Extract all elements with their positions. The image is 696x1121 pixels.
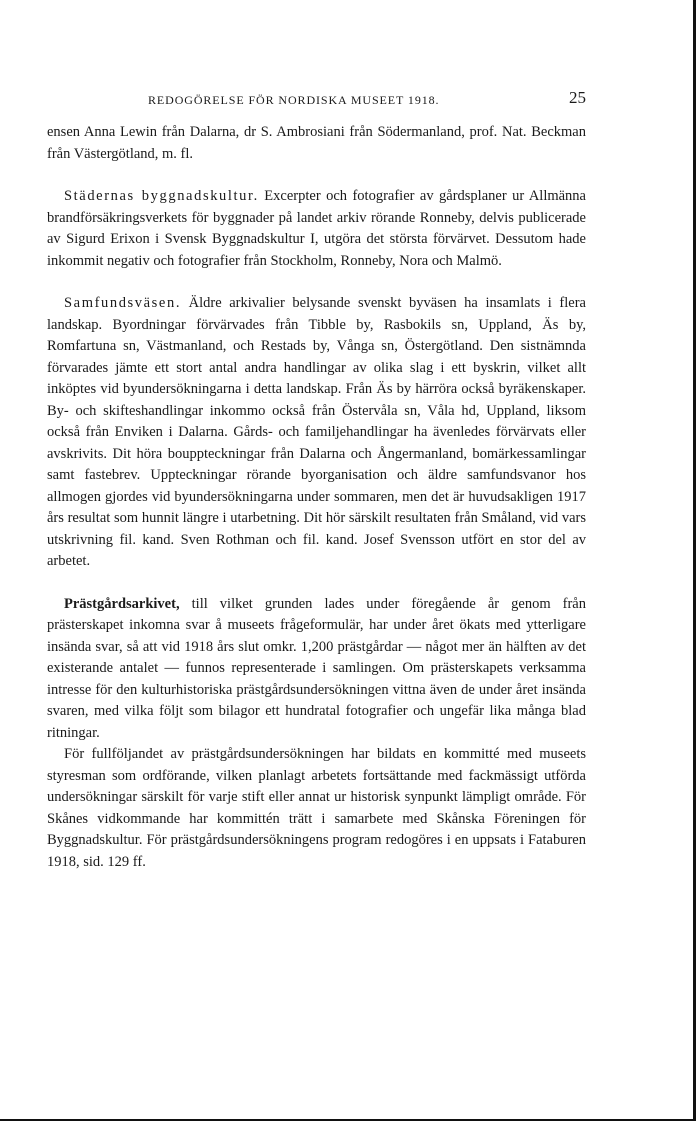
paragraph-stadernas-byggnadskultur (47, 186, 586, 272)
paragraph-fullfoljandet (47, 744, 586, 873)
paragraph-text: Äldre arkivalier belysande svenskt byväsen ha insamlats i flera landskap. Byordningar förvärvades från Tibble by, Rasbokils sn, Uppland, Äs by, Romfartuna sn, Västmanland, och Restads by, Vånga sn, Östergötland. Den sistnämnda förvarades jämte ett stort antal andra handlingar av olika slag i ett byskrin, vilket allt inköptes vid byundersökningarna i detta landskap. Från Äs by härröra också byräkenskaper. By- och skifteshandlingar inkommo också från Östervåla sn, Våla hd, Uppland, liksom också från Enviken i Dalarna. Gårds- och familjehandlingar ha ävenledes förvärvats eller avskrivits. Dit höra bouppteckningar från Dalarna och Ångermanland, bomärkessamlingar samt fastebrev. Uppteckningar rörande byorganisation och äldre samfundsvanor hos allmogen gjordes vid byundersökningarna under sommaren, men det är huvudsakligen 1917 års resultat som hunnit längre i utarbetning. Dit hör särskilt resultaten från Småland, vid vars utskrivning fil. kand. Sven Rothman och fil. kand. Josef Svensson utfört en stor del av arbetet. (47, 295, 586, 569)
paragraph-text: Excerpter och fotografier av gårdsplaner ur Allmänna brandförsäkringsverkets för byggnader på landet arkiv rörande Ronneby, delvis publicerade av Sigurd Erixon i Svensk Byggnadskultur I, utgöra det största förvärvet. Dessutom hade inkommit negativ och fotografier från Stockholm, Ronneby, Nora och Malmö. (47, 188, 586, 269)
paragraph-text: till vilket grunden lades under föregående år genom från prästerskapet inkomna svar å museets frågeformulär, har under året ökats med ytterligare insända svar, så att vid 1918 års slut omkr. 1,200 prästgårdar — något mer än hälften av det existerande antalet — funnos representerade i samlingen. Om prästerskapets verksamma intresse för den kulturhistoriska prästgårdsundersökningen vittna även de under året insända svaren, med vilka följt som bilagor ett hundratal fotografier och ungefär lika många blad ritningar. (47, 595, 586, 741)
page-number: 25 (569, 88, 586, 107)
paragraph-prastgardsarkivet (47, 594, 586, 745)
page-body (47, 122, 586, 873)
paragraph-continuation (47, 122, 586, 165)
paragraph-text: ensen Anna Lewin från Dalarna, dr S. Ambrosiani från Södermanland, prof. Nat. Beckman från Västergötland, m. fl. (47, 124, 586, 162)
running-head: REDOGÖRELSE FÖR NORDISKA MUSEET 1918. (148, 93, 440, 107)
section-lead-stadernas-byggnadskultur: Städernas byggnadskultur. (64, 188, 259, 204)
page-header (148, 88, 586, 111)
section-lead-prastgardsarkivet: Prästgårdsarkivet, (64, 595, 180, 612)
section-lead-samfundsvasen: Samfundsväsen. (64, 295, 182, 311)
paragraph-samfundsvasen (47, 293, 586, 573)
paragraph-text: För fullföljandet av prästgårdsundersökningen har bildats en kommitté med museets styresman som ordförande, vilken planlagt arbetets fortsättande med fackmässigt utförda undersökningar särskilt för varje stift eller annat ur historisk synpunkt lämpligt område. För Skånes vidkommande har kommittén trätt i samarbete med Skånska Föreningen för Byggnadskultur. För prästgårdsundersökningens program redogöres i en uppsats i Fataburen 1918, sid. 129 ff. (47, 746, 586, 870)
